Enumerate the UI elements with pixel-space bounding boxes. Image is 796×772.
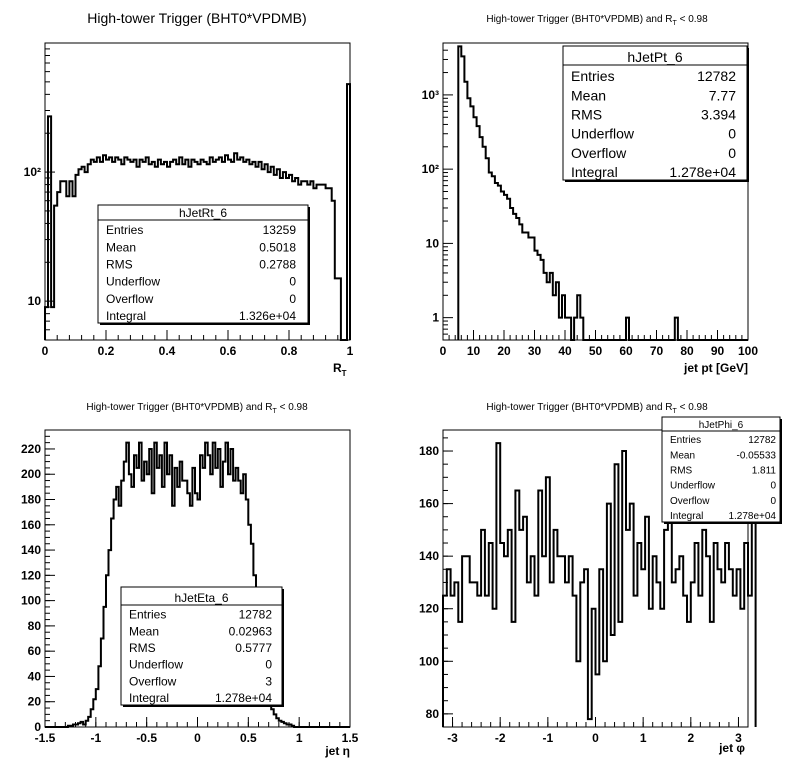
- stats-row-value: 1.326e+04: [238, 309, 296, 323]
- x-tick-label: -1: [542, 731, 554, 745]
- stats-row-value: 1.278e+04: [669, 164, 736, 180]
- x-axis-label: jet φ: [719, 741, 745, 755]
- x-tick-label: 0.2: [97, 344, 115, 358]
- stats-box-title: hJetEta_6: [174, 591, 229, 605]
- stats-row-label: Entries: [129, 607, 167, 622]
- x-tick-label: 3: [735, 731, 742, 745]
- stats-row-value: 0.5777: [235, 641, 272, 655]
- y-tick-label: 160: [418, 496, 439, 511]
- stats-row-label: Integral: [129, 691, 170, 705]
- stats-row-value: 12782: [697, 68, 736, 85]
- panel-title: [86, 402, 308, 415]
- x-axis-label-subscript: T: [341, 369, 347, 378]
- stats-row-value: 13259: [262, 223, 296, 238]
- y-tick-label: 140: [20, 543, 41, 558]
- stats-box: [121, 587, 284, 707]
- panel-title-tail: < 0.98: [276, 402, 308, 413]
- y-tick-label: 10: [425, 236, 439, 251]
- panel-title: High-tower Trigger (BHT0*VPDMB): [87, 10, 307, 26]
- stats-row-value: 12782: [238, 607, 272, 622]
- stats-row-label: Underflow: [670, 480, 716, 492]
- stats-row-value: 1.278e+04: [728, 511, 776, 522]
- stats-row-label: Entries: [106, 223, 144, 238]
- stats-row-label: Integral: [670, 511, 704, 522]
- stats-row-value: 1.278e+04: [214, 691, 272, 705]
- x-tick-label: 0: [41, 344, 49, 358]
- panel-pt-histogram: [422, 14, 759, 375]
- stats-row-value: 7.77: [708, 87, 736, 104]
- y-tick-label: 10³: [421, 87, 439, 102]
- x-tick-label: 50: [588, 344, 603, 358]
- y-tick-label: 1: [432, 310, 439, 325]
- stats-row-value: 0: [770, 495, 776, 507]
- stats-box-title: hJetPhi_6: [698, 420, 744, 431]
- x-tick-label: -1: [90, 731, 102, 745]
- x-axis-label: jet η: [325, 744, 350, 758]
- y-tick-label: 140: [418, 549, 439, 564]
- x-tick-label: -2: [494, 731, 506, 745]
- y-tick-label: 220: [20, 441, 41, 456]
- panel-title: [486, 402, 708, 415]
- y-tick-label: 100: [20, 593, 41, 608]
- x-tick-label: 0: [439, 344, 447, 358]
- y-tick-label: 180: [20, 492, 41, 507]
- stats-row-label: Underflow: [106, 274, 161, 289]
- stats-row-label: Mean: [106, 240, 137, 255]
- x-tick-label: 0.6: [219, 344, 237, 358]
- stats-row-label: RMS: [129, 641, 156, 655]
- x-tick-label: 40: [558, 344, 572, 358]
- x-axis-ticks: [443, 717, 748, 745]
- x-tick-label: 1: [295, 731, 303, 745]
- panel-title-main: High-tower Trigger (BHT0*VPDMB) and R: [486, 402, 673, 413]
- panel-title-subscript: T: [272, 408, 277, 415]
- y-tick-label: 80: [425, 706, 439, 721]
- x-axis-ticks: [440, 330, 759, 358]
- stats-row-label: Overflow: [106, 291, 154, 306]
- x-tick-label: 100: [737, 344, 759, 358]
- stats-box: [662, 417, 782, 524]
- stats-row-value: 1.811: [751, 465, 776, 477]
- stats-row-label: Integral: [571, 164, 618, 180]
- x-tick-label: 30: [527, 344, 542, 358]
- x-axis-label-main: R: [333, 361, 342, 375]
- y-tick-label: 160: [20, 517, 41, 532]
- x-tick-label: 20: [497, 344, 511, 358]
- stats-box: [98, 205, 310, 325]
- stats-row-value: 0: [728, 144, 736, 161]
- x-tick-label: -0.5: [136, 731, 158, 745]
- stats-row-label: Overflow: [571, 144, 627, 161]
- y-axis-ticks: [422, 43, 453, 340]
- x-tick-label: 0: [592, 731, 599, 745]
- y-axis-ticks: [21, 430, 55, 734]
- stats-row-value: 0.02963: [228, 624, 272, 639]
- stats-row-label: Underflow: [571, 125, 635, 142]
- x-axis-ticks: [42, 330, 354, 358]
- stats-row-label: Overflow: [670, 495, 710, 507]
- x-axis-label: jet pt [GeV]: [683, 361, 748, 375]
- x-tick-label: 1: [346, 344, 354, 358]
- x-tick-label: 90: [710, 344, 725, 358]
- y-tick-label: 10²: [421, 162, 439, 177]
- x-tick-label: 0.4: [158, 344, 176, 358]
- stats-row-value: 12782: [748, 435, 776, 447]
- panel-title-tail: < 0.98: [676, 402, 708, 413]
- y-tick-label: 10: [27, 294, 41, 309]
- panel-title-main: High-tower Trigger (BHT0*VPDMB) and R: [486, 14, 673, 25]
- panel-title-main: High-tower Trigger (BHT0*VPDMB) and R: [86, 402, 273, 413]
- stats-row-label: Underflow: [129, 657, 184, 672]
- stats-row-value: 3: [265, 674, 272, 689]
- x-tick-label: 60: [619, 344, 633, 358]
- stats-row-value: 0: [289, 291, 296, 306]
- stats-row-label: Overflow: [129, 674, 177, 689]
- y-tick-label: 120: [20, 568, 41, 583]
- stats-row-label: RMS: [670, 465, 693, 477]
- stats-row-label: Mean: [670, 450, 696, 462]
- panel-eta-histogram: [21, 402, 359, 758]
- stats-box-title: hJetPt_6: [627, 49, 683, 65]
- panel-title: [486, 14, 708, 27]
- y-tick-label: 10²: [23, 165, 41, 180]
- x-tick-label: 1.5: [341, 731, 359, 745]
- panel-title-subscript: T: [672, 408, 677, 415]
- x-tick-label: 80: [680, 344, 694, 358]
- stats-row-value: 0: [289, 274, 296, 289]
- stats-row-value: -0.05533: [736, 450, 776, 462]
- stats-row-label: Mean: [571, 87, 607, 104]
- stats-row-label: Entries: [670, 435, 702, 447]
- stats-row-value: 0: [770, 480, 776, 492]
- x-tick-label: 0: [194, 731, 201, 745]
- panel-title-subscript: T: [672, 20, 677, 27]
- y-tick-label: 80: [27, 618, 41, 633]
- x-tick-label: 0.8: [280, 344, 298, 358]
- stats-box-title: hJetRt_6: [178, 206, 228, 220]
- y-tick-label: 0: [34, 720, 41, 734]
- stats-row-value: 0: [265, 657, 272, 672]
- x-tick-label: 2: [687, 731, 695, 745]
- stats-row-value: 0: [728, 125, 736, 142]
- stats-row-value: 0.5018: [259, 240, 296, 255]
- panel-rt-histogram: [24, 10, 354, 378]
- x-tick-label: -3: [447, 731, 458, 745]
- stats-row-label: Entries: [571, 68, 615, 85]
- panel-title-tail: < 0.98: [676, 14, 708, 25]
- y-tick-label: 20: [27, 694, 41, 709]
- stats-row-label: Integral: [106, 309, 147, 323]
- stats-row-label: Mean: [129, 624, 160, 639]
- x-tick-label: -1.5: [34, 731, 56, 745]
- x-tick-label: 0.5: [239, 731, 257, 745]
- y-tick-label: 40: [27, 669, 41, 684]
- stats-row-label: RMS: [106, 257, 133, 272]
- x-axis-label: [333, 361, 347, 378]
- x-tick-label: 70: [649, 344, 664, 358]
- y-tick-label: 120: [418, 601, 439, 616]
- stats-row-label: RMS: [571, 106, 603, 123]
- y-tick-label: 180: [418, 444, 439, 459]
- y-axis-ticks: [419, 438, 453, 721]
- x-tick-label: 10: [466, 344, 481, 358]
- x-tick-label: 1: [639, 731, 647, 745]
- stats-row-value: 3.394: [700, 106, 736, 123]
- panel-phi-histogram: [419, 402, 782, 755]
- y-tick-label: 60: [27, 644, 41, 659]
- y-tick-label: 100: [418, 654, 439, 669]
- y-tick-label: 200: [20, 467, 41, 482]
- stats-row-value: 0.2788: [259, 257, 296, 272]
- stats-box: [563, 46, 749, 182]
